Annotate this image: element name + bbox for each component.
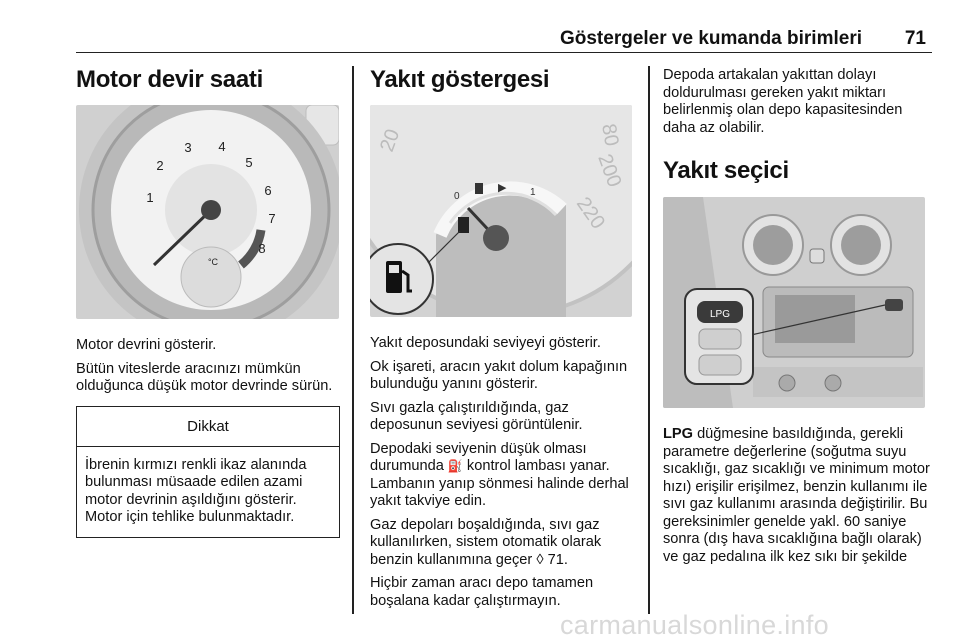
- fuel-para-5a: Gaz depoları boşaldığında, sıvı gaz kullanılırken, sistem otomatik olarak benzin kullanımına geçer: [370, 516, 602, 568]
- right-para-1: Depoda artakalan yakıttan dolayı doldurulması gereken yakıt miktarı belirlenmiş olan depo kapasitesinden daha az olabilir.: [663, 67, 903, 136]
- fuel-selector-figure: [663, 197, 925, 408]
- fuel-para-4: [370, 441, 636, 511]
- tach-label-4: 4: [218, 139, 226, 154]
- right-para-2-text: düğmesine basıldığında, gerekli parametre değerlerine (soğutma suyu sıcaklığı, gaz sıcaklığı ve minimum motor hızı) erişilir erişilmez, benzin kullanımı ile sıvı gaz kullanımı arasında değiştirilir. Bu gereksinimler genelde yakl. 60 saniye sonra (dış hava sıcaklığına bağlı olarak) ve gaz pedalına ilk kez sıkı bir şekilde: [663, 426, 930, 565]
- page-number: 71: [904, 28, 926, 49]
- fuel-gauge-hub: [483, 225, 509, 251]
- speedo-label-200: 200: [593, 151, 626, 191]
- fuel-para-4a: Depodaki seviyenin düşük olması durumunda: [370, 440, 587, 474]
- tach-para-1: Motor devrini gösterir.: [76, 337, 217, 353]
- fuel-para-2: Ok işareti, aracın yakıt dolum kapağının bulunduğu yanını gösterir.: [370, 358, 628, 392]
- page-header: [76, 24, 932, 53]
- page-ref-arrow-icon: ◊: [536, 551, 544, 568]
- svg-text:▶: ▶: [498, 182, 507, 194]
- notice-box: [76, 406, 340, 538]
- tach-label-6: 6: [264, 183, 272, 198]
- right-para-2: [663, 426, 933, 566]
- column-divider-1: [352, 66, 354, 614]
- tach-label-2: 2: [156, 158, 164, 173]
- selector-button-2[interactable]: [699, 329, 741, 349]
- tach-hub: [201, 200, 221, 220]
- svg-text:1: 1: [530, 187, 536, 198]
- footer-watermark: carmanualsonline.info: [560, 610, 829, 640]
- selector-button-3[interactable]: [699, 355, 741, 375]
- tach-label-5: 5: [245, 155, 253, 170]
- notice-title: Dikkat: [77, 407, 339, 447]
- lpg-keyword: LPG: [663, 426, 693, 442]
- fuel-para-6: Hiçbir zaman aracı depo tamamen boşalana kadar çalıştırmayın.: [370, 575, 594, 609]
- fuel-para-3: Sıvı gazla çalıştırıldığında, gaz deposunun seviyesi görüntülenir.: [370, 399, 583, 433]
- left-column: [76, 66, 340, 538]
- tachometer-figure: [76, 105, 339, 319]
- tach-label-3: 3: [184, 140, 192, 155]
- tach-label-8: 8: [258, 241, 266, 256]
- middle-column: [370, 66, 636, 616]
- column-divider-2: [648, 66, 650, 614]
- speedo-label-80: 80: [597, 122, 623, 148]
- right-column: [663, 66, 933, 572]
- fuel-pump-icon-small: ⛽: [447, 459, 463, 473]
- tach-para-2: Bütün viteslerde aracınızı mümkün olduğunca düşük motor devrinde sürün.: [76, 360, 333, 394]
- fuel-selector-heading: Yakıt seçici: [663, 157, 789, 184]
- fuel-para-5-ref[interactable]: 71.: [547, 551, 568, 568]
- speedo-label-20: 20: [376, 126, 405, 155]
- fuel-para-4b: kontrol lambası yanar. Lambanın yanıp sönmesi halinde derhal yakıt takviye edin.: [370, 458, 629, 509]
- fuel-gauge-figure: [370, 105, 632, 317]
- speedo-label-220: 220: [571, 193, 610, 234]
- temp-label: °C: [207, 257, 219, 267]
- tach-label-1: 1: [146, 190, 154, 205]
- fuel-para-5: [370, 517, 636, 570]
- fuel-para-1: Yakıt deposundaki seviyeyi gösterir.: [370, 335, 601, 351]
- svg-text:0: 0: [454, 191, 460, 202]
- tach-label-7: 7: [268, 211, 276, 226]
- tachometer-heading: Motor devir saati: [76, 66, 263, 93]
- notice-body: İbrenin kırmızı renkli ikaz alanında bulunması müsaade edilen azami motor devrinin aşıldığını gösterir. Motor için tehlike bulunmaktadır.: [85, 456, 307, 525]
- fuel-gauge-heading: Yakıt göstergesi: [370, 66, 550, 93]
- header-title: Göstergeler ve kumanda birimleri: [559, 28, 862, 49]
- lpg-button-label: LPG: [709, 309, 731, 320]
